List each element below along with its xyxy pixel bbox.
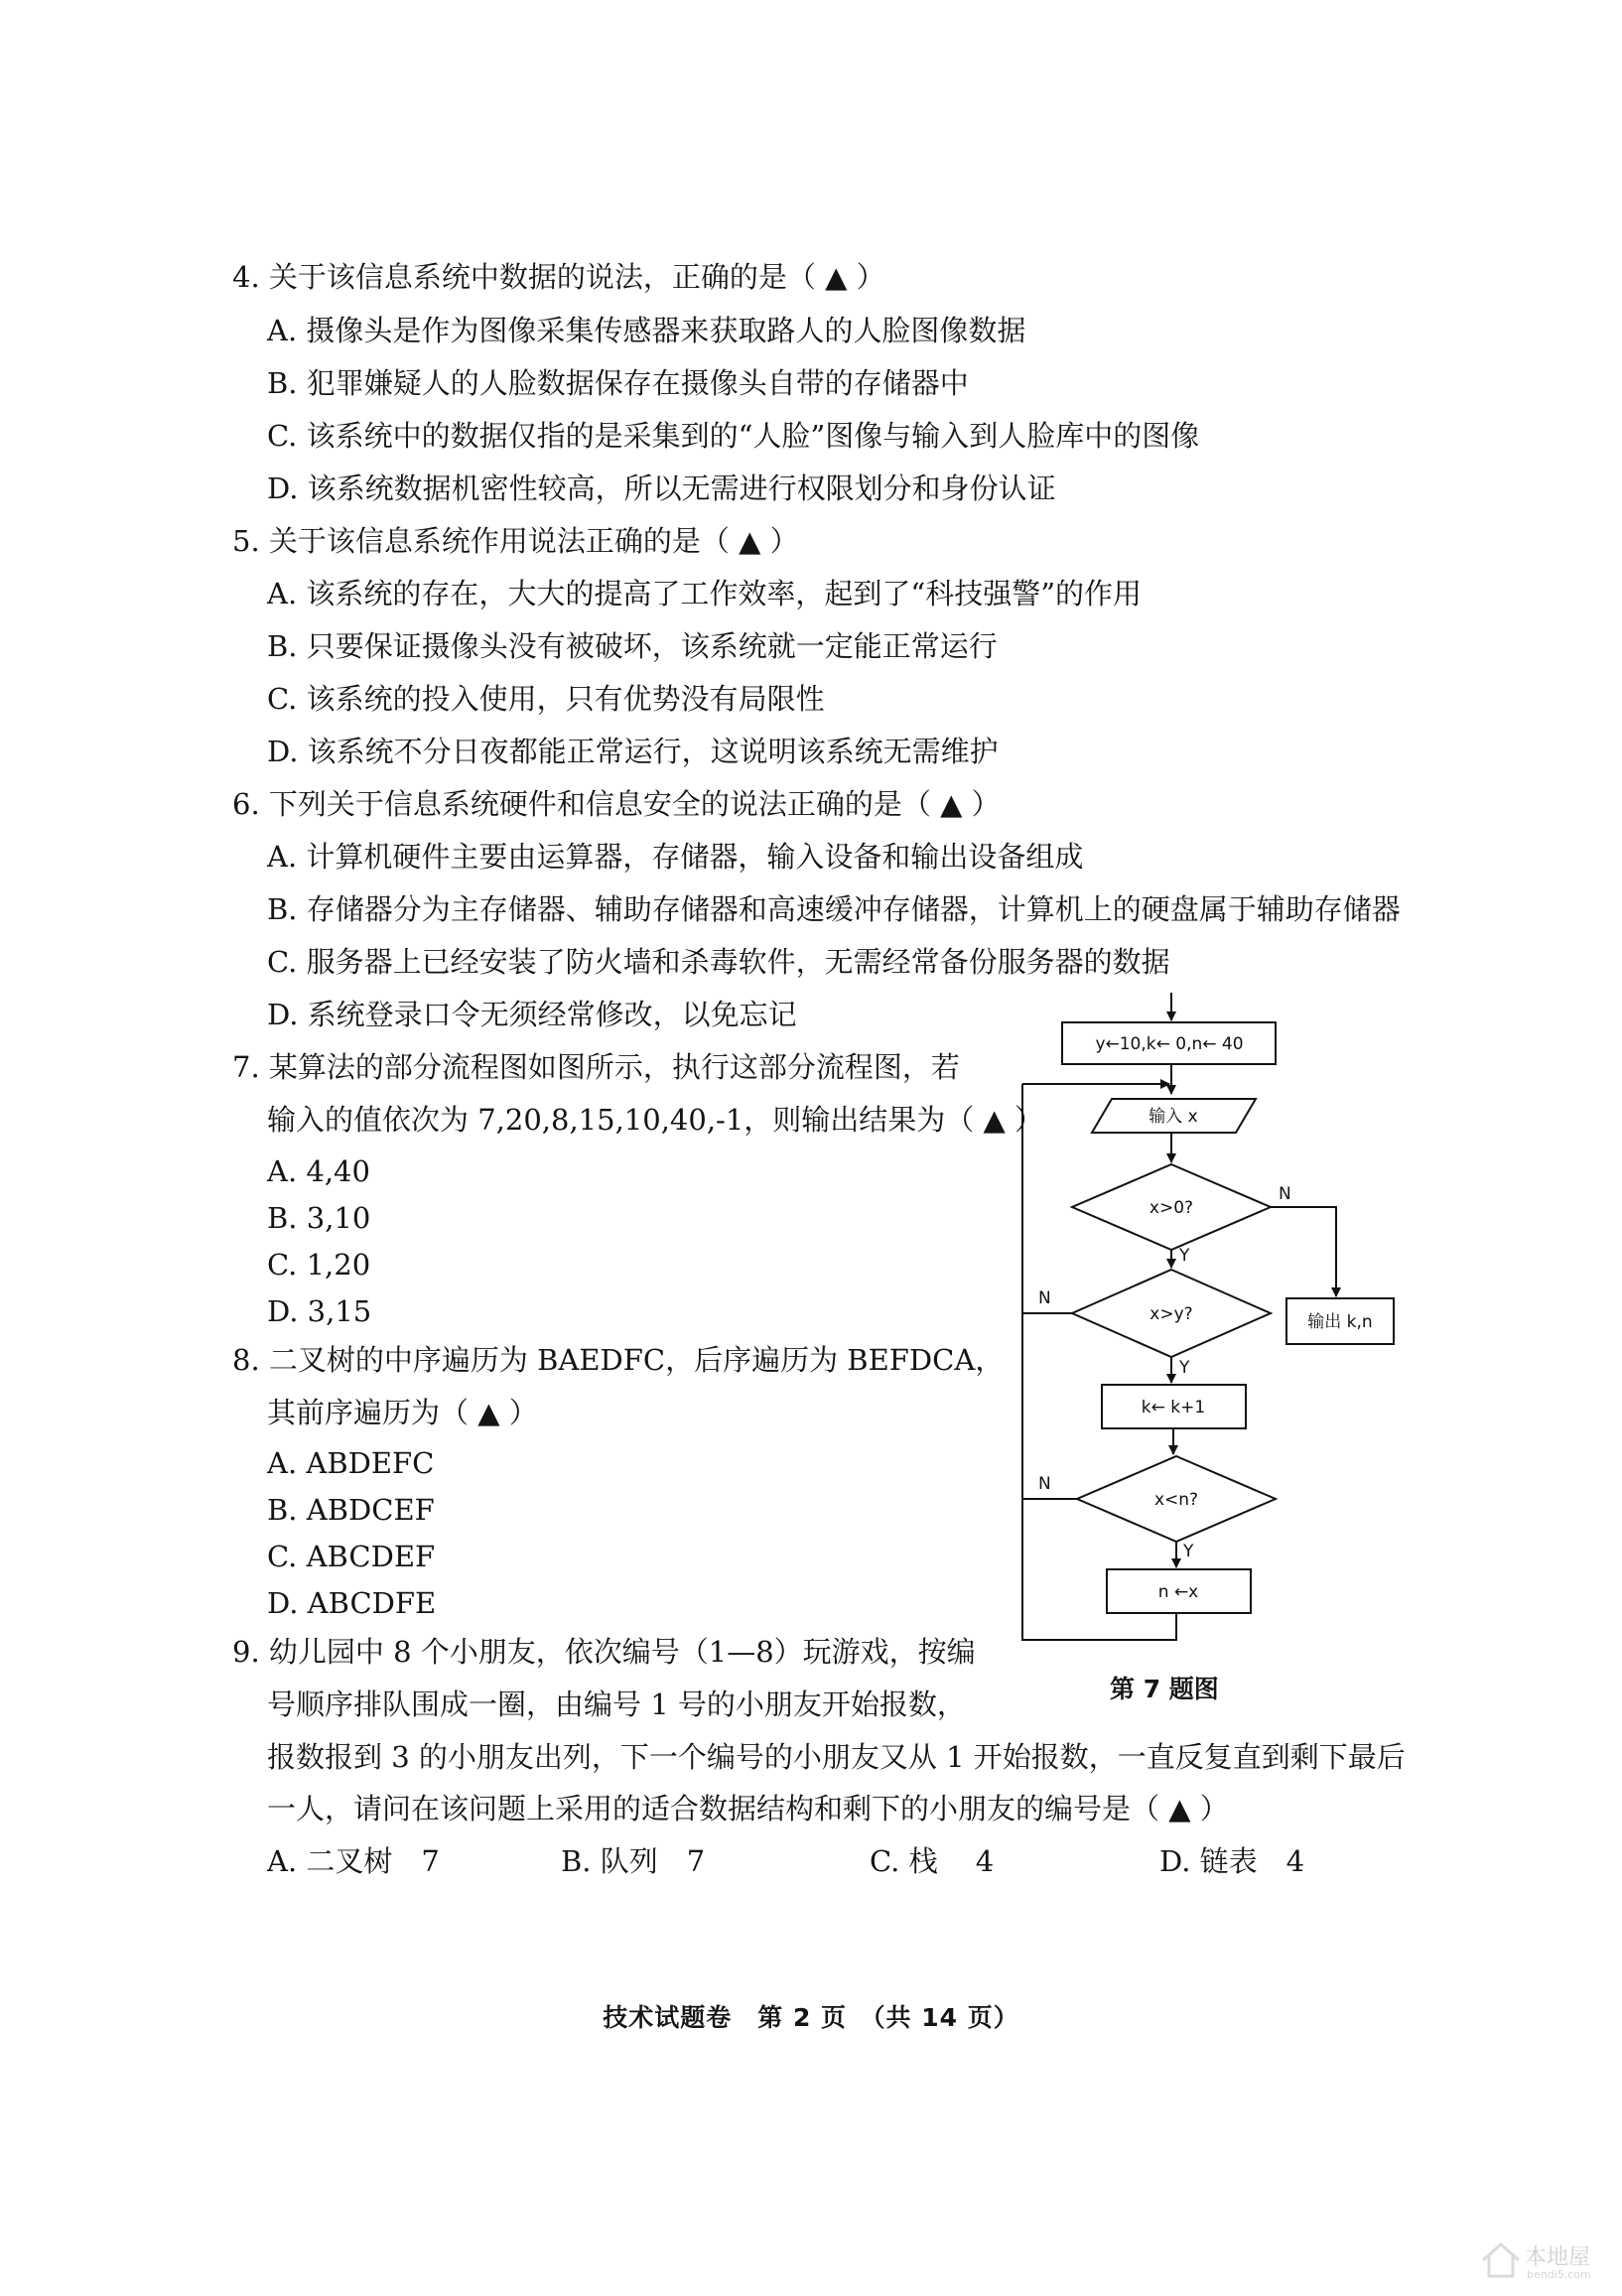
cond1-no-label: N: [1279, 1184, 1291, 1204]
q9-option-b: B. 队列 7: [561, 1844, 706, 1878]
q9-option-c: C. 栈 4: [870, 1844, 995, 1878]
q9-stem-line4: 一人，请问在该问题上采用的适合数据结构和剩下的小朋友的编号是（ ▲ ）: [267, 1792, 1229, 1825]
cond2-yes-label: Y: [1179, 1358, 1190, 1378]
q8-stem-line2: 其前序遍历为（ ▲ ）: [267, 1396, 538, 1429]
q8-option-a: A. ABDEFC: [267, 1446, 435, 1480]
flowchart-q7: [993, 988, 1419, 1702]
output-label: 输出 k,n: [1307, 1312, 1373, 1332]
q4-option-c: C. 该系统中的数据仅指的是采集到的“人脸”图像与输入到人脸库中的图像: [267, 419, 1200, 453]
assign-k-label: k← k+1: [1141, 1398, 1206, 1418]
input-label: 输入 x: [1149, 1107, 1198, 1127]
q5-option-c: C. 该系统的投入使用，只有优势没有局限性: [267, 682, 825, 716]
q6-option-c: C. 服务器上已经安装了防火墙和杀毒软件，无需经常备份服务器的数据: [267, 945, 1170, 979]
q5-stem: 5. 关于该信息系统作用说法正确的是（ ▲ ）: [232, 524, 799, 558]
q7-option-a: A. 4,40: [267, 1154, 370, 1188]
cond2-no-label: N: [1038, 1288, 1051, 1308]
q5-option-b: B. 只要保证摄像头没有被破坏，该系统就一定能正常运行: [267, 629, 998, 663]
q7-option-d: D. 3,15: [267, 1294, 372, 1328]
init-label: y←10,k← 0,n← 40: [1095, 1034, 1244, 1054]
q5-option-d: D. 该系统不分日夜都能正常运行，这说明该系统无需维护: [267, 735, 999, 768]
q4-option-b: B. 犯罪嫌疑人的人脸数据保存在摄像头自带的存储器中: [267, 366, 969, 400]
cond3-no-label: N: [1038, 1474, 1051, 1494]
q4-option-d: D. 该系统数据机密性较高，所以无需进行权限划分和身份认证: [267, 472, 1056, 505]
house-icon: [1479, 2238, 1523, 2282]
watermark-domain: bendi5.com: [1527, 2268, 1591, 2281]
cond1-label: x>0?: [1149, 1198, 1194, 1218]
q7-option-c: C. 1,20: [267, 1248, 371, 1282]
q7-option-b: B. 3,10: [267, 1201, 371, 1235]
cond1-yes-label: Y: [1179, 1246, 1190, 1266]
q9-stem-line2: 号顺序排队围成一圈，由编号 1 号的小朋友开始报数，: [267, 1688, 966, 1721]
q6-option-b: B. 存储器分为主存储器、辅助存储器和高速缓冲存储器，计算机上的硬盘属于辅助存储器: [267, 892, 1401, 926]
q8-option-b: B. ABDCEF: [267, 1493, 435, 1527]
q7-stem-line2: 输入的值依次为 7,20,8,15,10,40,-1，则输出结果为（ ▲ ）: [267, 1103, 1044, 1137]
q6-option-d: D. 系统登录口令无须经常修改，以免忘记: [267, 998, 797, 1031]
q8-stem-line1: 8. 二叉树的中序遍历为 BAEDFC，后序遍历为 BEFDCA，: [232, 1343, 1005, 1377]
watermark-name: 本地屋: [1525, 2245, 1591, 2270]
q9-option-a: A. 二叉树 7: [267, 1844, 440, 1878]
watermark-logo: [1479, 2238, 1618, 2288]
page-footer: 技术试题卷 第 2 页 （共 14 页）: [603, 2003, 1019, 2032]
figure-caption: 第 7 题图: [1110, 1675, 1219, 1703]
cond3-yes-label: Y: [1183, 1542, 1194, 1561]
q8-option-c: C. ABCDEF: [267, 1540, 436, 1573]
cond1-no-arrow: [1271, 1207, 1336, 1296]
cond3-label: x<n?: [1153, 1490, 1199, 1510]
cond2-label: x>y?: [1149, 1304, 1193, 1324]
q6-stem: 6. 下列关于信息系统硬件和信息安全的说法正确的是（ ▲ ）: [232, 787, 1001, 821]
q7-stem-line1: 7. 某算法的部分流程图如图所示，执行这部分流程图，若: [232, 1050, 960, 1084]
q9-stem-line3: 报数报到 3 的小朋友出列，下一个编号的小朋友又从 1 开始报数，一直反复直到剩下最后: [267, 1740, 1406, 1774]
q5-option-a: A. 该系统的存在，大大的提高了工作效率，起到了“科技强警”的作用: [267, 577, 1143, 610]
q8-option-d: D. ABCDFE: [267, 1586, 437, 1620]
q4-option-a: A. 摄像头是作为图像采集传感器来获取路人的人脸图像数据: [267, 314, 1026, 347]
assign-n-label: n ←x: [1157, 1582, 1199, 1602]
q6-option-a: A. 计算机硬件主要由运算器，存储器，输入设备和输出设备组成: [267, 840, 1084, 874]
loop-line: [1022, 1084, 1176, 1640]
q9-stem-line1: 9. 幼儿园中 8 个小朋友，依次编号（1—8）玩游戏，按编: [232, 1635, 976, 1669]
q4-stem: 4. 关于该信息系统中数据的说法，正确的是（ ▲ ）: [232, 260, 885, 294]
q9-option-d: D. 链表 4: [1159, 1844, 1305, 1878]
